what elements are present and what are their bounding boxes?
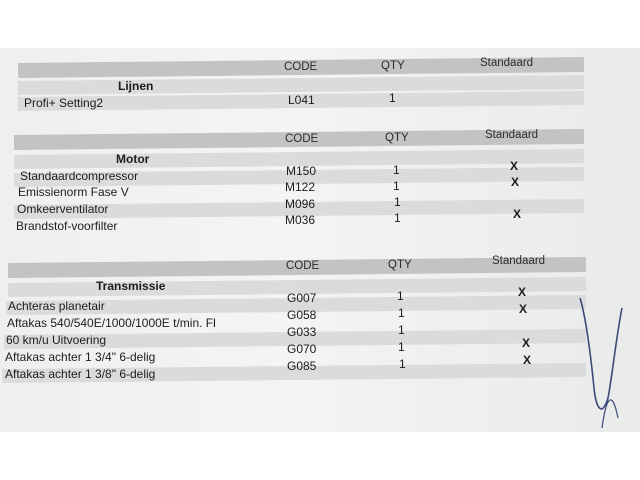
row-code: M150 — [286, 164, 317, 178]
row-name: Omkeerventilator — [17, 202, 109, 216]
row-standard: X — [513, 207, 522, 221]
code-header: CODE — [285, 133, 319, 145]
row-code: G085 — [287, 359, 317, 373]
standard-header: Standaard — [492, 255, 546, 267]
row-standard: X — [510, 159, 519, 173]
row-code: M122 — [285, 180, 316, 194]
row-name: Emissienorm Fase V — [18, 185, 129, 199]
row-qty: 1 — [394, 211, 401, 225]
row-standard: X — [519, 302, 528, 316]
row-code: M096 — [285, 197, 316, 211]
row-name: 60 km/u Uitvoering — [6, 333, 107, 347]
row-code: G007 — [287, 291, 317, 305]
row-name: Aftakas achter 1 3/8" 6-delig — [5, 367, 156, 381]
row-code: G070 — [287, 342, 317, 356]
row-code: G033 — [287, 325, 317, 339]
standard-header: Standaard — [480, 57, 534, 69]
row-qty: 1 — [399, 357, 406, 371]
row-standard: X — [518, 285, 527, 299]
row-name: Aftakas 540/540E/1000/1000E t/min. Fl — [7, 316, 216, 330]
qty-header: QTY — [385, 132, 409, 144]
code-header: CODE — [286, 260, 320, 272]
signature-mark — [572, 278, 632, 428]
row-name: Standaardcompressor — [20, 169, 139, 183]
row-qty: 1 — [394, 195, 401, 209]
document-sheet — [0, 48, 640, 432]
row-qty: 1 — [397, 289, 404, 303]
row-qty: 1 — [398, 323, 405, 337]
row-name: Profi+ Setting2 — [24, 96, 104, 110]
row-qty: 1 — [398, 340, 405, 354]
row-name: Brandstof-voorfilter — [16, 219, 118, 233]
row-standard: X — [511, 175, 520, 189]
code-header: CODE — [284, 61, 318, 73]
qty-header: QTY — [381, 60, 405, 72]
row-code: G058 — [287, 308, 317, 322]
section-title-transmissie: Transmissie — [96, 279, 166, 293]
row-qty: 1 — [393, 179, 400, 193]
row-code: L041 — [288, 93, 315, 107]
standard-header: Standaard — [485, 129, 539, 141]
row-code: M036 — [285, 213, 316, 227]
row-qty: 1 — [389, 91, 396, 105]
section-title-motor: Motor — [116, 152, 150, 166]
row-qty: 1 — [398, 306, 405, 320]
section-title-lijnen: Lijnen — [118, 79, 154, 93]
row-standard: X — [523, 353, 532, 367]
row-name: Achteras planetair — [8, 299, 105, 313]
row-standard: X — [522, 336, 531, 350]
row-name: Aftakas achter 1 3/4" 6-delig — [5, 350, 156, 364]
qty-header: QTY — [388, 259, 412, 271]
row-qty: 1 — [393, 163, 400, 177]
